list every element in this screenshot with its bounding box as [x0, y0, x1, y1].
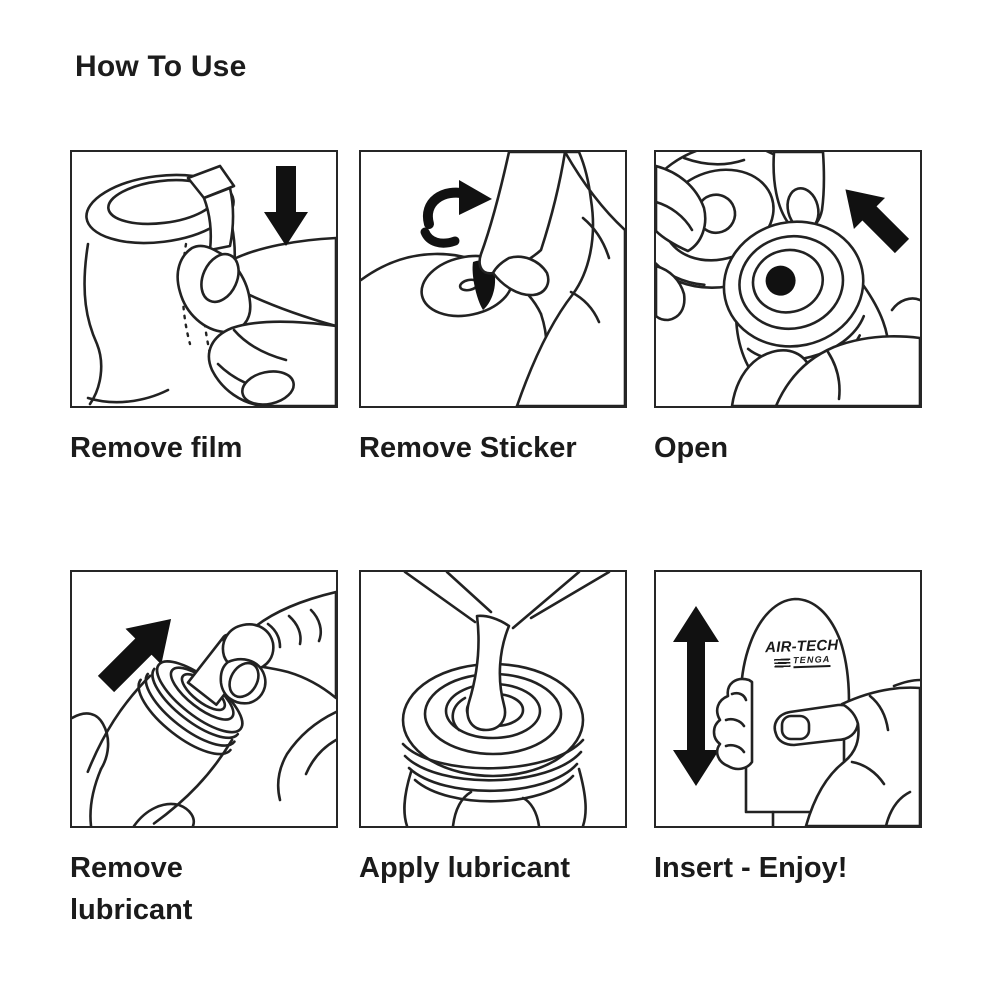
step-caption: Remove film: [70, 432, 243, 464]
page-title: How To Use: [75, 50, 247, 83]
illustration-peel-film-icon: [72, 152, 336, 406]
left-fingers: [714, 679, 752, 769]
up-down-arrow-icon: [673, 606, 719, 786]
down-arrow-icon: [264, 166, 308, 246]
panel-apply-lubricant: [359, 570, 627, 828]
step-apply-lubricant: [359, 570, 637, 889]
hand: [480, 152, 625, 406]
panel-remove-sticker: [359, 150, 627, 408]
step-caption: Insert - Enjoy!: [654, 852, 848, 884]
step-remove-lubricant: [70, 570, 348, 931]
step-open: [654, 150, 932, 469]
step-caption: Remove lubricant: [70, 852, 193, 927]
illustration-remove-lubricant-icon: [72, 572, 336, 826]
step-remove-sticker: [359, 150, 637, 469]
illustration-open-icon: [656, 152, 920, 406]
panel-insert-enjoy: [654, 570, 922, 828]
rotate-arrow-icon: [425, 180, 492, 243]
illustration-apply-lubricant-icon: [361, 572, 625, 826]
panel-open: [654, 150, 922, 408]
step-remove-film: [70, 150, 348, 469]
hand: [178, 238, 336, 406]
device-label: [758, 636, 847, 669]
tenga-stripes-icon: [774, 658, 790, 668]
lubricant-pouch: [405, 572, 609, 628]
panel-remove-lubricant: [70, 570, 338, 828]
maker-text: TENGA: [793, 655, 831, 668]
step-caption: Apply lubricant: [359, 852, 571, 884]
step-caption: Remove Sticker: [359, 432, 577, 464]
illustration-insert-enjoy-icon: [656, 572, 920, 826]
illustration-remove-sticker-icon: [361, 152, 625, 406]
hand: [221, 592, 336, 800]
brand-text: AIR-TECH: [764, 636, 839, 657]
panel-remove-film: [70, 150, 338, 408]
step-caption: Open: [654, 432, 729, 464]
cloth: [72, 713, 194, 826]
step-insert-enjoy: [654, 570, 932, 889]
